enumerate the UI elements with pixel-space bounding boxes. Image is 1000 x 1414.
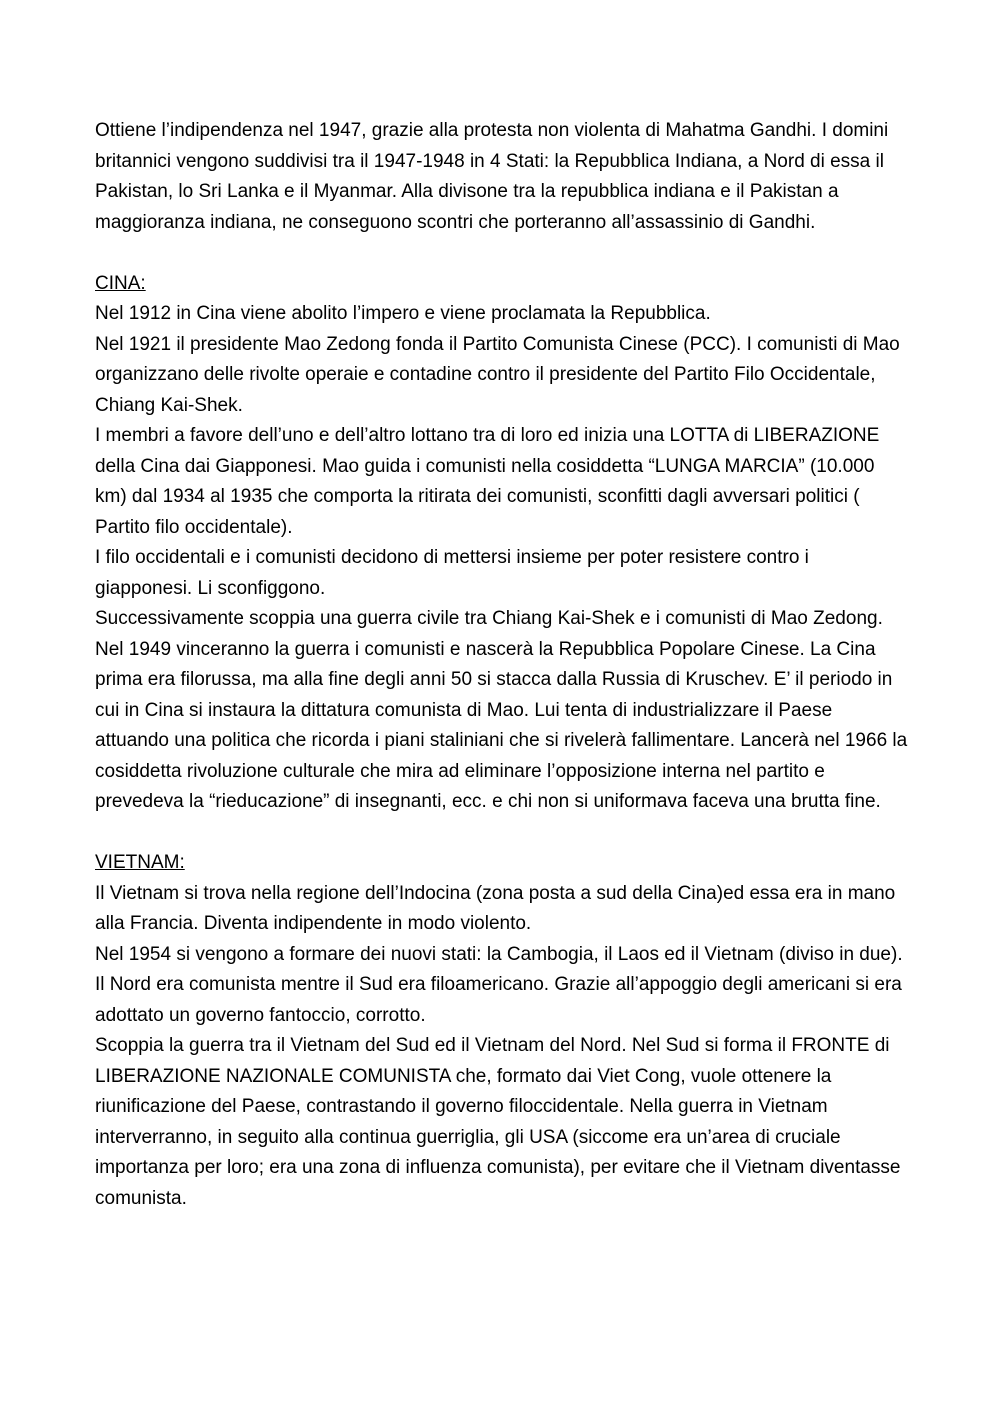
document-body — [95, 116, 910, 1214]
cina-paragraph: Nel 1912 in Cina viene abolito l’impero e viene proclamata la Repubblica. — [95, 303, 711, 324]
vietnam-paragraph: Scoppia la guerra tra il Vietnam del Sud ed il Vietnam del Nord. Nel Sud si forma il FRONTE di LIBERAZIONE NAZIONALE COMUNISTA che, formato dai Viet Cong, vuole ottenere la riunificazione del Paese, contrastando il governo filoccidentale. Nella guerra in Vietnam interverranno, in seguito alla continua guerriglia, gli USA (siccome era un’area di cruciale importanza per loro; era una zona di influenza comunista), per evitare che il Vietnam diventasse comunista. — [95, 1035, 901, 1209]
intro-paragraph: Ottiene l’indipendenza nel 1947, grazie alla protesta non violenta di Mahatma Gandhi. I domini britannici vengono suddivisi tra il 1947-1948 in 4 Stati: la Repubblica Indiana, a Nord di essa il Pakistan, lo Sri Lanka e il Myanmar. Alla divisone tra la repubblica indiana e il Pakistan a maggioranza indiana, ne conseguono scontri che porteranno all’assassinio di Gandhi. — [95, 120, 889, 233]
vietnam-paragraph: Il Vietnam si trova nella regione dell’Indocina (zona posta a sud della Cina)ed essa era in mano alla Francia. Diventa indipendente in modo violento. — [95, 882, 896, 934]
cina-paragraph: Nel 1921 il presidente Mao Zedong fonda il Partito Comunista Cinese (PCC). I comunisti di Mao organizzano delle rivolte operaie e contadine contro il presidente del Partito Filo Occidentale, Chiang Kai-Shek. — [95, 333, 900, 416]
vietnam-paragraph: Nel 1954 si vengono a formare dei nuovi stati: la Cambogia, il Laos ed il Vietnam (diviso in due). Il Nord era comunista mentre il Sud era filoamericano. Grazie all’appoggio degli americani si era adottato un governo fantoccio, corrotto. — [95, 943, 903, 1026]
cina-paragraph: I membri a favore dell’uno e dell’altro lottano tra di loro ed inizia una LOTTA di LIBERAZIONE della Cina dai Giapponesi. Mao guida i comunisti nella cosiddetta “LUNGA MARCIA” (10.000 km) dal 1934 al 1935 che comporta la ritirata dei comunisti, sconfitti dagli avversari politici ( Partito filo occidentale). — [95, 425, 880, 538]
paragraph-spacer — [95, 238, 910, 269]
section-heading-cina: CINA: — [95, 272, 146, 294]
paragraph-spacer — [95, 818, 910, 849]
section-heading-vietnam: VIETNAM: — [95, 852, 185, 873]
cina-paragraph: Successivamente scoppia una guerra civile tra Chiang Kai-Shek e i comunisti di Mao Zedong. Nel 1949 vinceranno la guerra i comunisti e nascerà la Repubblica Popolare Cinese. La Cina prima era filorussa, ma alla fine degli anni 50 si stacca dalla Russia di Kruschev. E’ il periodo in cui in Cina si instaura la dittatura comunista di Mao. Lui tenta di industrializzare il Paese attuando una politica che ricorda i piani staliniani che si rivelerà fallimentare. Lancerà nel 1966 la cosiddetta rivoluzione culturale che mira ad eliminare l’opposizione interna nel partito e prevedeva la “rieducazione” di insegnanti, ecc. e chi non si uniformava faceva una brutta fine. — [95, 608, 908, 812]
cina-paragraph: I filo occidentali e i comunisti decidono di mettersi insieme per poter resistere contro i giapponesi. Li sconfiggono. — [95, 547, 809, 599]
